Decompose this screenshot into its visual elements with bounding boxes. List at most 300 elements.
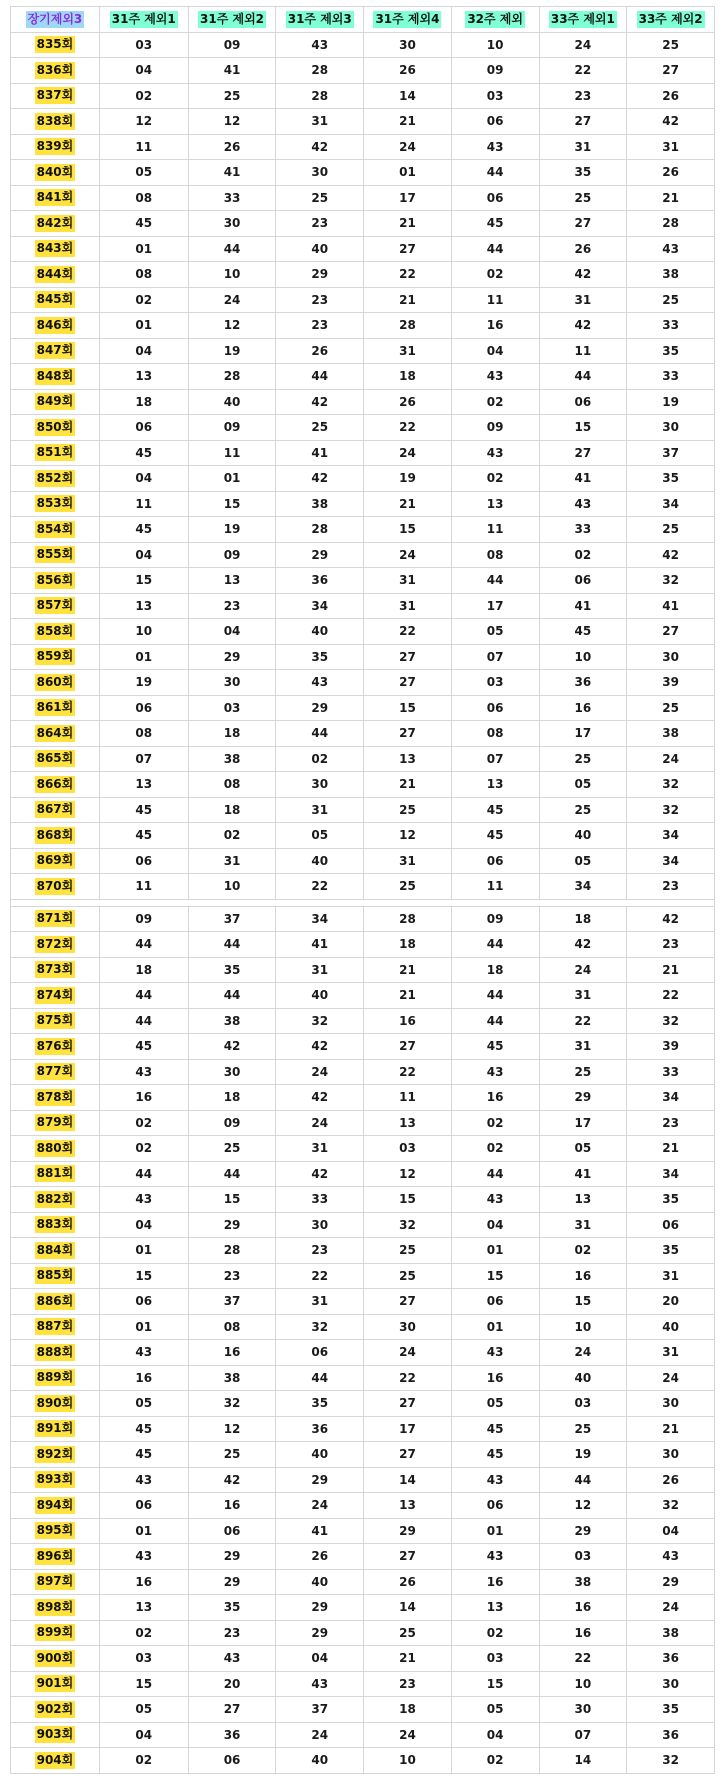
number-cell: 13 (99, 364, 188, 390)
round-label-cell (11, 491, 100, 517)
number-cell: 34 (276, 906, 364, 932)
number-cell: 02 (99, 83, 188, 109)
round-label: 902회 (36, 1701, 74, 1716)
round-label-cell (11, 983, 100, 1009)
number-cell: 24 (364, 1722, 452, 1748)
number-cell: 02 (451, 262, 539, 288)
number-cell: 02 (451, 1110, 539, 1136)
round-label: 894회 (36, 1497, 74, 1512)
number-cell: 14 (364, 1595, 452, 1621)
number-cell: 27 (627, 58, 715, 84)
number-cell: 17 (364, 1416, 452, 1442)
number-cell: 27 (539, 211, 627, 237)
number-cell: 05 (99, 1697, 188, 1723)
number-cell: 13 (364, 1493, 452, 1519)
number-cell: 33 (627, 364, 715, 390)
number-cell: 44 (451, 236, 539, 262)
number-cell: 26 (364, 58, 452, 84)
number-cell: 30 (276, 160, 364, 186)
number-cell: 13 (451, 1595, 539, 1621)
number-cell: 04 (99, 1722, 188, 1748)
number-cell: 42 (276, 389, 364, 415)
number-cell: 41 (539, 593, 627, 619)
header-cell: 31주 제외3 (276, 7, 364, 33)
number-cell: 08 (451, 542, 539, 568)
round-label: 853회 (36, 496, 74, 511)
number-cell: 03 (451, 1646, 539, 1672)
round-label: 871회 (36, 911, 74, 926)
number-cell: 11 (364, 1085, 452, 1111)
number-cell: 01 (99, 644, 188, 670)
number-cell: 27 (364, 236, 452, 262)
table-row (11, 1391, 715, 1417)
number-cell: 04 (451, 1212, 539, 1238)
number-cell: 02 (451, 1620, 539, 1646)
round-label: 851회 (36, 445, 74, 460)
number-cell: 24 (276, 1722, 364, 1748)
number-cell: 38 (627, 721, 715, 747)
round-label: 857회 (36, 598, 74, 613)
number-cell: 11 (188, 440, 276, 466)
table-row (11, 83, 715, 109)
round-label: 859회 (36, 649, 74, 664)
number-cell: 08 (451, 721, 539, 747)
table-row (11, 1314, 715, 1340)
number-cell: 38 (627, 1620, 715, 1646)
number-cell: 04 (99, 58, 188, 84)
number-cell: 10 (539, 644, 627, 670)
number-cell: 30 (627, 1671, 715, 1697)
round-label: 846회 (36, 317, 74, 332)
number-cell: 11 (451, 874, 539, 900)
number-cell: 27 (539, 109, 627, 135)
number-cell: 21 (627, 185, 715, 211)
number-cell: 15 (99, 1671, 188, 1697)
number-cell: 24 (539, 32, 627, 58)
number-cell: 18 (188, 721, 276, 747)
round-label-cell (11, 1034, 100, 1060)
number-cell: 43 (99, 1059, 188, 1085)
number-cell: 17 (539, 1110, 627, 1136)
table-row (11, 185, 715, 211)
number-cell: 05 (539, 1136, 627, 1162)
number-cell: 33 (276, 1187, 364, 1213)
round-label-cell (11, 1110, 100, 1136)
number-cell: 12 (188, 313, 276, 339)
round-label: 887회 (36, 1319, 74, 1334)
round-label: 904회 (36, 1752, 74, 1767)
number-cell: 02 (539, 1238, 627, 1264)
number-cell: 30 (276, 772, 364, 798)
number-cell: 30 (364, 1314, 452, 1340)
round-label-cell (11, 287, 100, 313)
table-row (11, 1059, 715, 1085)
round-label: 870회 (36, 878, 74, 893)
number-cell: 30 (188, 1059, 276, 1085)
round-label-cell (11, 797, 100, 823)
number-cell: 43 (451, 440, 539, 466)
table-row (11, 983, 715, 1009)
number-cell: 26 (627, 1467, 715, 1493)
number-cell: 38 (627, 262, 715, 288)
number-cell: 07 (451, 644, 539, 670)
number-cell: 16 (539, 1263, 627, 1289)
number-cell: 44 (99, 932, 188, 958)
round-label: 891회 (36, 1421, 74, 1436)
table-row (11, 1697, 715, 1723)
number-cell: 40 (276, 236, 364, 262)
number-cell: 31 (539, 134, 627, 160)
number-cell: 32 (627, 772, 715, 798)
table-row (11, 32, 715, 58)
number-cell: 01 (99, 1238, 188, 1264)
round-label-cell (11, 670, 100, 696)
round-label-cell (11, 1493, 100, 1519)
number-cell: 35 (188, 1595, 276, 1621)
number-cell: 33 (188, 185, 276, 211)
number-cell: 16 (451, 1569, 539, 1595)
number-cell: 15 (364, 1187, 452, 1213)
round-label-cell (11, 1340, 100, 1366)
number-cell: 31 (276, 1289, 364, 1315)
number-cell: 36 (276, 1416, 364, 1442)
table-row (11, 1467, 715, 1493)
round-label-cell (11, 772, 100, 798)
round-label: 893회 (36, 1472, 74, 1487)
number-cell: 21 (364, 109, 452, 135)
number-cell: 21 (364, 983, 452, 1009)
number-cell: 40 (276, 619, 364, 645)
number-cell: 30 (627, 1442, 715, 1468)
number-cell: 16 (539, 1620, 627, 1646)
number-cell: 43 (627, 236, 715, 262)
number-cell: 15 (364, 695, 452, 721)
number-cell: 12 (188, 109, 276, 135)
number-cell: 02 (99, 1110, 188, 1136)
number-cell: 44 (451, 932, 539, 958)
number-cell: 17 (364, 185, 452, 211)
number-cell: 35 (539, 160, 627, 186)
number-cell: 43 (276, 32, 364, 58)
number-cell: 45 (451, 823, 539, 849)
number-cell: 36 (539, 670, 627, 696)
round-label: 866회 (36, 776, 74, 791)
number-cell: 24 (539, 957, 627, 983)
number-cell: 02 (539, 542, 627, 568)
number-cell: 27 (364, 1544, 452, 1570)
number-cell: 43 (99, 1340, 188, 1366)
round-label-cell (11, 848, 100, 874)
round-label-cell (11, 262, 100, 288)
number-cell: 10 (99, 619, 188, 645)
number-cell: 19 (539, 1442, 627, 1468)
number-cell: 24 (627, 746, 715, 772)
number-cell: 27 (364, 1034, 452, 1060)
number-cell: 13 (364, 1110, 452, 1136)
number-cell: 38 (188, 746, 276, 772)
table-row (11, 1136, 715, 1162)
number-cell: 42 (276, 134, 364, 160)
number-cell: 15 (99, 568, 188, 594)
round-label-cell (11, 1008, 100, 1034)
number-cell: 42 (627, 542, 715, 568)
number-cell: 21 (627, 1136, 715, 1162)
number-cell: 12 (364, 823, 452, 849)
number-cell: 45 (451, 797, 539, 823)
round-label: 874회 (36, 987, 74, 1002)
number-cell: 01 (99, 1314, 188, 1340)
number-cell: 29 (276, 1467, 364, 1493)
number-cell: 10 (451, 32, 539, 58)
number-cell: 07 (99, 746, 188, 772)
number-cell: 29 (276, 1620, 364, 1646)
number-cell: 32 (627, 797, 715, 823)
number-cell: 42 (188, 1467, 276, 1493)
round-label-cell (11, 1391, 100, 1417)
number-cell: 27 (188, 1697, 276, 1723)
round-label-cell (11, 721, 100, 747)
round-label-cell (11, 932, 100, 958)
number-cell: 34 (276, 593, 364, 619)
number-cell: 30 (188, 670, 276, 696)
header-cell: 33주 제외1 (539, 7, 627, 33)
round-label: 903회 (36, 1727, 74, 1742)
number-cell: 24 (276, 1059, 364, 1085)
number-cell: 34 (627, 823, 715, 849)
number-cell: 43 (451, 1544, 539, 1570)
number-cell: 13 (451, 491, 539, 517)
number-cell: 31 (539, 1034, 627, 1060)
round-label: 881회 (36, 1166, 74, 1181)
round-label: 872회 (36, 936, 74, 951)
number-cell: 24 (627, 1365, 715, 1391)
round-label: 850회 (36, 419, 74, 434)
number-cell: 24 (364, 134, 452, 160)
number-cell: 25 (188, 83, 276, 109)
number-cell: 25 (539, 1059, 627, 1085)
number-cell: 43 (539, 491, 627, 517)
number-cell: 44 (99, 983, 188, 1009)
number-cell: 25 (364, 1263, 452, 1289)
number-cell: 23 (188, 1620, 276, 1646)
round-label: 889회 (36, 1370, 74, 1385)
round-label-cell (11, 593, 100, 619)
number-cell: 32 (364, 1212, 452, 1238)
number-cell: 38 (188, 1365, 276, 1391)
number-cell: 16 (451, 1085, 539, 1111)
round-label: 841회 (36, 190, 74, 205)
round-label-cell (11, 1212, 100, 1238)
number-cell: 10 (188, 262, 276, 288)
table-row (11, 906, 715, 932)
number-cell: 08 (188, 1314, 276, 1340)
number-cell: 45 (99, 440, 188, 466)
number-cell: 22 (276, 1263, 364, 1289)
number-cell: 45 (451, 1034, 539, 1060)
number-cell: 17 (451, 593, 539, 619)
round-label: 840회 (36, 164, 74, 179)
table-row (11, 1034, 715, 1060)
number-cell: 18 (364, 364, 452, 390)
number-cell: 23 (276, 313, 364, 339)
table-row (11, 1085, 715, 1111)
number-cell: 14 (364, 83, 452, 109)
row-divider (11, 899, 715, 906)
round-label-cell (11, 1748, 100, 1774)
table-row (11, 823, 715, 849)
table-row (11, 542, 715, 568)
round-label: 888회 (36, 1344, 74, 1359)
number-cell: 25 (364, 874, 452, 900)
round-label: 844회 (36, 266, 74, 281)
number-cell: 03 (188, 695, 276, 721)
number-cell: 29 (627, 1569, 715, 1595)
number-cell: 11 (99, 491, 188, 517)
table-row (11, 1161, 715, 1187)
round-label: 849회 (36, 394, 74, 409)
number-cell: 02 (99, 287, 188, 313)
number-cell: 02 (188, 823, 276, 849)
number-cell: 37 (276, 1697, 364, 1723)
number-cell: 23 (188, 1263, 276, 1289)
number-cell: 41 (276, 440, 364, 466)
number-cell: 44 (276, 364, 364, 390)
number-cell: 10 (539, 1314, 627, 1340)
number-cell: 29 (364, 1518, 452, 1544)
number-cell: 24 (364, 542, 452, 568)
number-cell: 22 (364, 1059, 452, 1085)
number-cell: 01 (451, 1518, 539, 1544)
number-cell: 45 (99, 823, 188, 849)
number-cell: 01 (99, 236, 188, 262)
round-label: 837회 (36, 88, 74, 103)
table-row (11, 1518, 715, 1544)
round-label: 901회 (36, 1676, 74, 1691)
divider-cell (11, 899, 715, 906)
number-cell: 23 (276, 1238, 364, 1264)
number-cell: 29 (276, 262, 364, 288)
number-cell: 14 (364, 1467, 452, 1493)
round-label-cell (11, 160, 100, 186)
round-label: 879회 (36, 1115, 74, 1130)
number-cell: 28 (276, 58, 364, 84)
number-cell: 06 (451, 1493, 539, 1519)
number-cell: 40 (276, 1748, 364, 1774)
number-cell: 24 (276, 1493, 364, 1519)
round-label-cell (11, 517, 100, 543)
round-label: 845회 (36, 292, 74, 307)
round-label-cell (11, 83, 100, 109)
number-cell: 31 (364, 338, 452, 364)
number-cell: 24 (364, 440, 452, 466)
number-cell: 12 (188, 1416, 276, 1442)
round-label: 838회 (36, 113, 74, 128)
number-cell: 41 (188, 160, 276, 186)
round-label: 873회 (36, 962, 74, 977)
number-cell: 44 (188, 983, 276, 1009)
number-cell: 10 (539, 1671, 627, 1697)
number-cell: 42 (276, 1161, 364, 1187)
number-cell: 35 (627, 338, 715, 364)
round-label-cell (11, 568, 100, 594)
round-label-cell (11, 1595, 100, 1621)
number-cell: 31 (364, 848, 452, 874)
number-cell: 29 (276, 1595, 364, 1621)
number-cell: 01 (99, 1518, 188, 1544)
round-label: 882회 (36, 1191, 74, 1206)
number-cell: 13 (99, 593, 188, 619)
header-cell: 32주 제외 (451, 7, 539, 33)
number-cell: 21 (364, 772, 452, 798)
number-cell: 45 (539, 619, 627, 645)
round-label: 865회 (36, 751, 74, 766)
round-label: 848회 (36, 368, 74, 383)
number-cell: 21 (364, 491, 452, 517)
number-cell: 34 (627, 491, 715, 517)
number-cell: 15 (188, 1187, 276, 1213)
number-cell: 01 (451, 1238, 539, 1264)
number-cell: 21 (627, 957, 715, 983)
round-label-cell (11, 389, 100, 415)
number-cell: 25 (539, 1416, 627, 1442)
number-cell: 18 (99, 957, 188, 983)
number-cell: 22 (276, 874, 364, 900)
number-cell: 25 (627, 517, 715, 543)
number-cell: 07 (451, 746, 539, 772)
table-row (11, 440, 715, 466)
number-cell: 08 (99, 262, 188, 288)
number-cell: 45 (99, 1442, 188, 1468)
number-cell: 29 (188, 1212, 276, 1238)
number-cell: 22 (539, 58, 627, 84)
round-label-cell (11, 1416, 100, 1442)
round-label-cell (11, 134, 100, 160)
round-label: 878회 (36, 1089, 74, 1104)
round-label-cell (11, 542, 100, 568)
round-label-cell (11, 823, 100, 849)
table-row (11, 236, 715, 262)
round-label: 836회 (36, 62, 74, 77)
round-label: 892회 (36, 1446, 74, 1461)
number-cell: 44 (451, 1161, 539, 1187)
number-cell: 01 (451, 1314, 539, 1340)
number-cell: 05 (451, 1391, 539, 1417)
round-label: 899회 (36, 1625, 74, 1640)
number-cell: 06 (451, 695, 539, 721)
table-row (11, 517, 715, 543)
number-cell: 40 (276, 1569, 364, 1595)
number-cell: 09 (188, 415, 276, 441)
round-label-cell (11, 58, 100, 84)
number-cell: 15 (451, 1263, 539, 1289)
number-cell: 30 (364, 32, 452, 58)
round-label-cell (11, 109, 100, 135)
number-cell: 32 (276, 1314, 364, 1340)
number-cell: 27 (539, 440, 627, 466)
number-cell: 24 (276, 1110, 364, 1136)
number-cell: 24 (188, 287, 276, 313)
table-row (11, 670, 715, 696)
round-label: 854회 (36, 521, 74, 536)
round-label: 855회 (36, 547, 74, 562)
number-cell: 06 (276, 1340, 364, 1366)
number-cell: 09 (99, 906, 188, 932)
number-cell: 18 (188, 797, 276, 823)
number-cell: 45 (451, 211, 539, 237)
table-row (11, 1340, 715, 1366)
number-cell: 20 (188, 1671, 276, 1697)
table-row (11, 619, 715, 645)
